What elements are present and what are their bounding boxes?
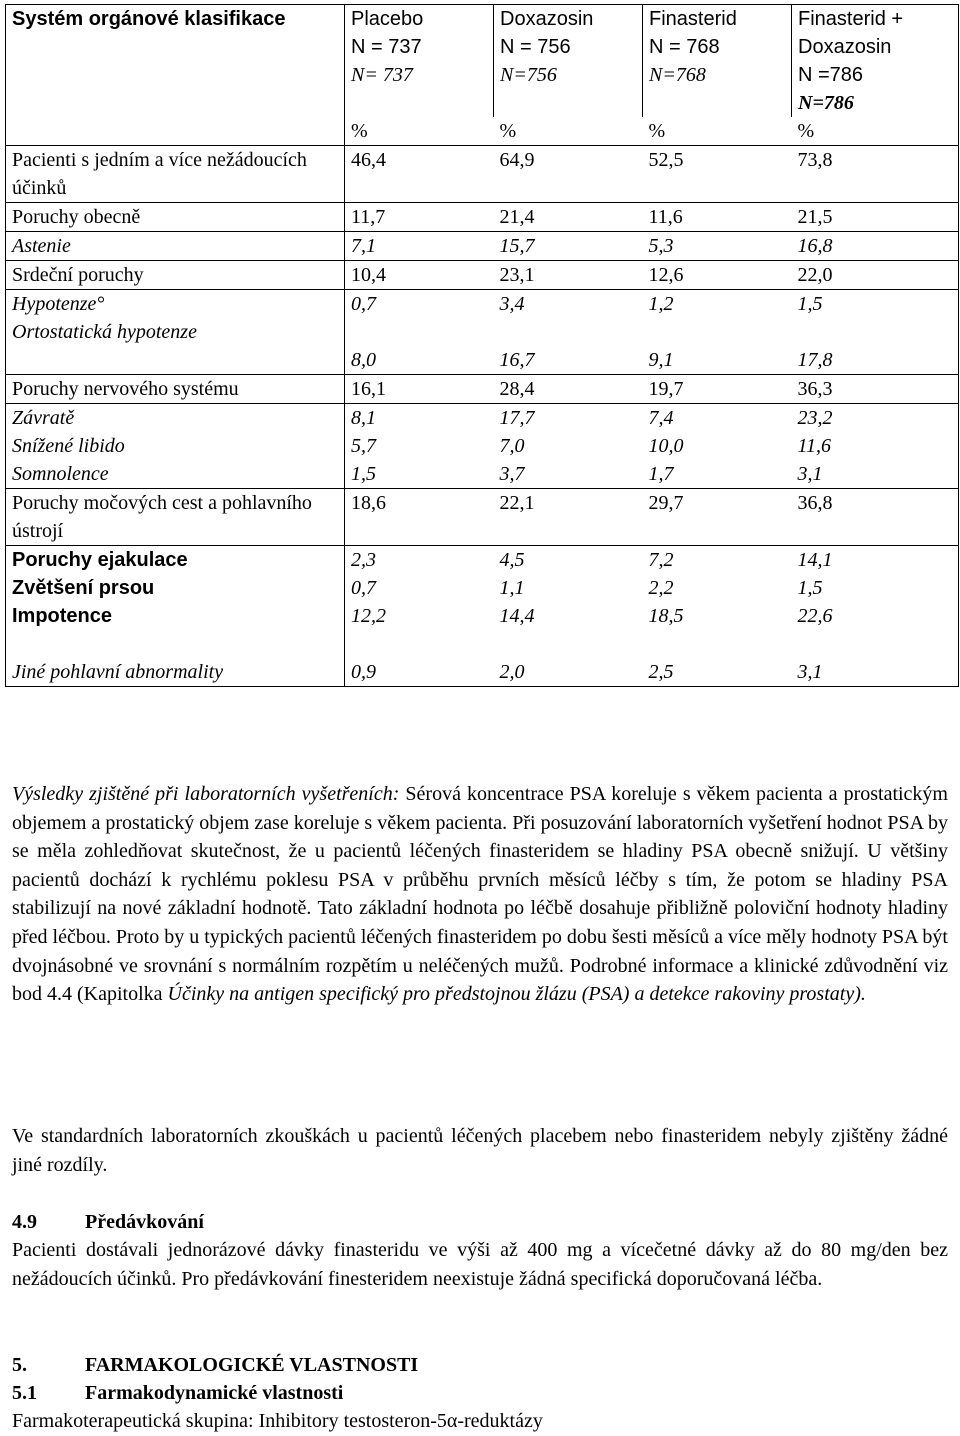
cell-value: 11,7 bbox=[345, 203, 494, 232]
row-label: Hypotenze° Ortostatická hypotenze bbox=[6, 290, 345, 375]
row-label: Poruchy ejakulace Zvětšení prsou Impotence Jiné pohlavní abnormality bbox=[6, 546, 345, 687]
table-row bbox=[6, 375, 959, 404]
organ-class-header: Systém orgánové klasifikace bbox=[6, 5, 345, 146]
row-label: Pacienti s jedním a více nežádoucích účinků bbox=[6, 146, 345, 203]
cell-value: 36,8 bbox=[792, 489, 959, 546]
table-row bbox=[6, 546, 959, 687]
cell-value: 7,1 bbox=[345, 232, 494, 261]
table-row bbox=[6, 146, 959, 203]
cell-value: 23,1 bbox=[494, 261, 643, 290]
table-row bbox=[6, 232, 959, 261]
cell-value: 2,3 0,7 12,2 0,9 bbox=[345, 546, 494, 687]
cell-value: 7,4 10,0 1,7 bbox=[643, 404, 792, 489]
cell-value: 16,8 bbox=[792, 232, 959, 261]
cell-value: 8,1 5,7 1,5 bbox=[345, 404, 494, 489]
table-header-row bbox=[6, 5, 959, 118]
overdose-paragraph: Pacienti dostávali jednorázové dávky finasteridu ve výši až 400 mg a vícečetné dávky až do 80 mg/den bez nežádoucích účinků. Pro předávkování finesteridem neexistuje žádná specifická doporučovaná léčba. bbox=[12, 1239, 948, 1290]
row-label: Astenie bbox=[6, 232, 345, 261]
table-row bbox=[6, 203, 959, 232]
percent-label: % bbox=[792, 117, 959, 146]
pharmacotherapeutic-group: Farmakoterapeutická skupina: Inhibitory testosteron-5α-reduktázy bbox=[12, 1410, 543, 1432]
cell-value: 52,5 bbox=[643, 146, 792, 203]
lab-standard-paragraph: Ve standardních laboratorních zkouškách u pacientů léčených placebem nebo finasteridem nebyly zjištěny žádné jiné rozdíly. bbox=[12, 1125, 948, 1176]
cell-value: 10,4 bbox=[345, 261, 494, 290]
row-label: Poruchy močových cest a pohlavního ústrojí bbox=[6, 489, 345, 546]
percent-label: % bbox=[643, 117, 792, 146]
cell-value: 64,9 bbox=[494, 146, 643, 203]
cell-value: 16,1 bbox=[345, 375, 494, 404]
cell-value: 5,3 bbox=[643, 232, 792, 261]
cell-value: 21,4 bbox=[494, 203, 643, 232]
cell-value: 7,2 2,2 18,5 2,5 bbox=[643, 546, 792, 687]
cell-value: 3,4 16,7 bbox=[494, 290, 643, 375]
cell-value: 28,4 bbox=[494, 375, 643, 404]
table-row bbox=[6, 404, 959, 489]
lab-results-text: Sérová koncentrace PSA koreluje s věkem pacienta a prostatickým objemem a prostatický objem zase koreluje s věkem pacienta. Při posuzování laboratorních vyšetření hodnot PSA by se měla zohledňovat skutečnost, že u pacientů léčených finasteridem se hladiny PSA obecně snižují. U většiny pacientů dochází k rychlému poklesu PSA v průběhu prvních měsíců léčby s tím, že potom se hladiny PSA stabilizují na nové základní hodnotě. Tato základní hodnota po léčbě dosahuje přibližně poloviční hodnoty hladiny před léčbou. Proto by u typických pacientů léčených finasteridem po dobu šesti měsíců a více měly hodnoty PSA být dvojnásobné ve srovnání s normálním rozpětím u neléčených mužů. Podrobné informace a klinické zdůvodnění viz bod 4.4 (Kapitolka bbox=[12, 783, 948, 1006]
cell-value: 15,7 bbox=[494, 232, 643, 261]
cell-value: 12,6 bbox=[643, 261, 792, 290]
row-label: Závratě Snížené libido Somnolence bbox=[6, 404, 345, 489]
cell-value: 46,4 bbox=[345, 146, 494, 203]
section-5-heading: 5. FARMAKOLOGICKÉ VLASTNOSTI bbox=[12, 1354, 419, 1376]
cell-value: 36,3 bbox=[792, 375, 959, 404]
table-row bbox=[6, 489, 959, 546]
cell-value: 14,1 1,5 22,6 3,1 bbox=[792, 546, 959, 687]
doxazosin-header: Doxazosin N = 756 N=756 bbox=[494, 5, 643, 118]
cell-value: 1,5 17,8 bbox=[792, 290, 959, 375]
table-row bbox=[6, 261, 959, 290]
cell-value: 22,1 bbox=[494, 489, 643, 546]
placebo-header: Placebo N = 737 N= 737 bbox=[345, 5, 494, 118]
cell-value: 4,5 1,1 14,4 2,0 bbox=[494, 546, 643, 687]
table-row bbox=[6, 290, 959, 375]
cell-value: 0,7 8,0 bbox=[345, 290, 494, 375]
row-label: Srdeční poruchy bbox=[6, 261, 345, 290]
cell-value: 1,2 9,1 bbox=[643, 290, 792, 375]
lab-results-paragraph bbox=[12, 780, 948, 1009]
section-5-1-heading: 5.1 Farmakodynamické vlastnosti bbox=[12, 1382, 344, 1404]
lab-results-italic-text: Účinky na antigen specifický pro předstojnou žlázu (PSA) a detekce rakoviny prostaty). bbox=[167, 983, 866, 1006]
combination-header: Finasterid + Doxazosin N =786 N=786 bbox=[792, 5, 959, 118]
cell-value: 18,6 bbox=[345, 489, 494, 546]
cell-value: 22,0 bbox=[792, 261, 959, 290]
cell-value: 21,5 bbox=[792, 203, 959, 232]
row-label: Poruchy obecně bbox=[6, 203, 345, 232]
adverse-events-table bbox=[5, 4, 959, 687]
percent-label: % bbox=[345, 117, 494, 146]
lab-results-lead: Výsledky zjištěné při laboratorních vyšetřeních: bbox=[12, 783, 400, 805]
row-label: Poruchy nervového systému bbox=[6, 375, 345, 404]
cell-value: 73,8 bbox=[792, 146, 959, 203]
cell-value: 17,7 7,0 3,7 bbox=[494, 404, 643, 489]
cell-value: 19,7 bbox=[643, 375, 792, 404]
finasterid-header: Finasterid N = 768 N=768 bbox=[643, 5, 792, 118]
cell-value: 29,7 bbox=[643, 489, 792, 546]
percent-label: % bbox=[494, 117, 643, 146]
section-4-9-heading: 4.9 Předávkování bbox=[12, 1211, 204, 1233]
cell-value: 11,6 bbox=[643, 203, 792, 232]
cell-value: 23,2 11,6 3,1 bbox=[792, 404, 959, 489]
